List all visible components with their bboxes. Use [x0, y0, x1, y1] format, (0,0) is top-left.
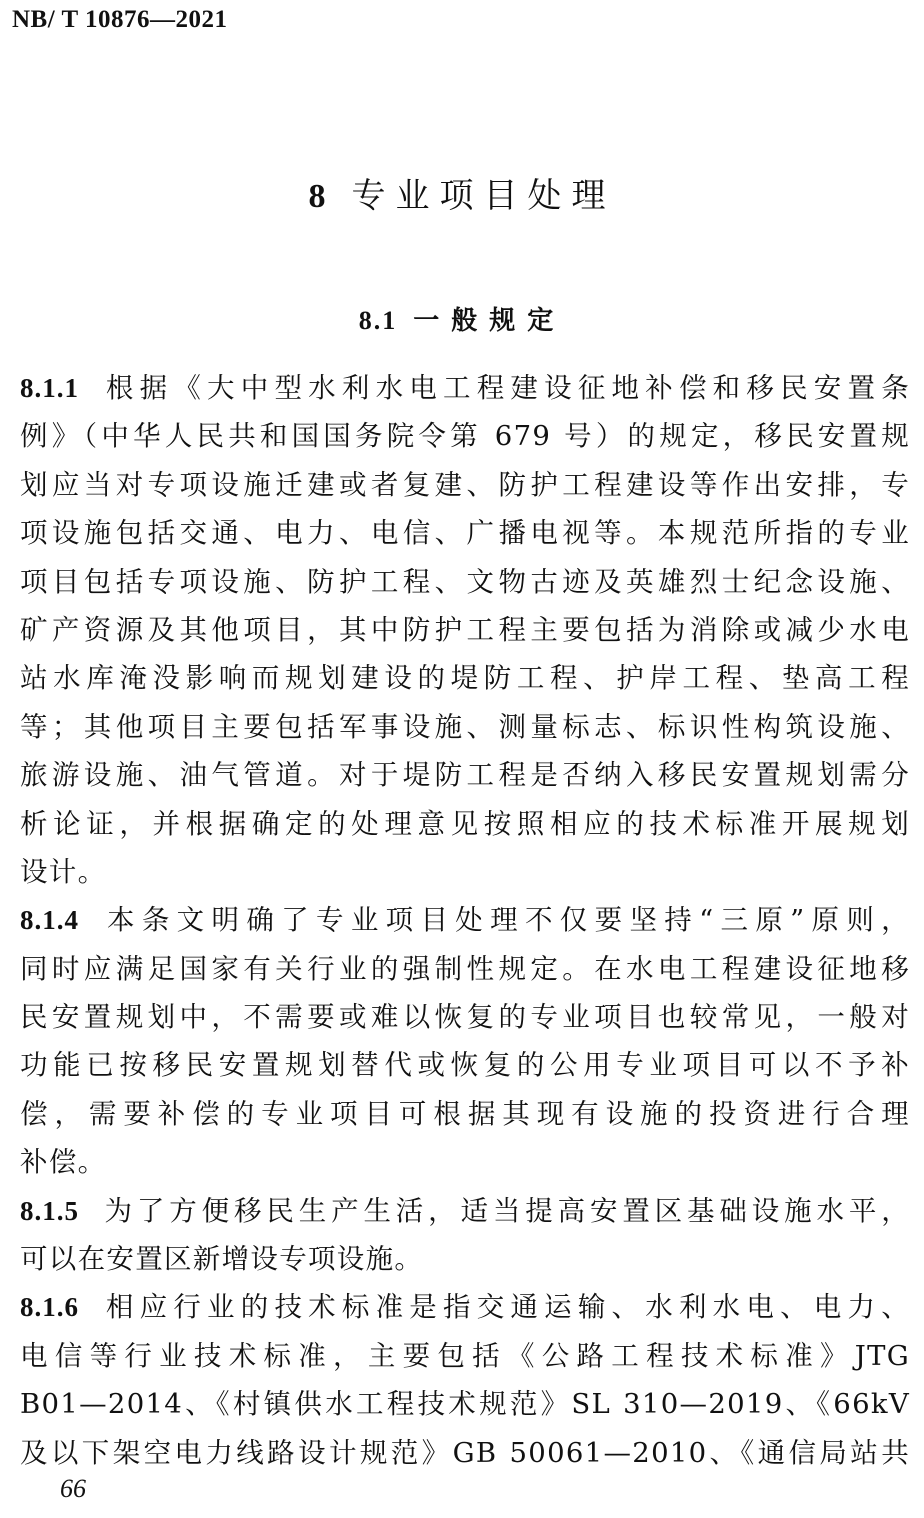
clause-line: 8.1.1 根据《大中型水利水电工程建设征地补偿和移民安置条 — [20, 372, 910, 404]
clause-line: 8.1.4 本条文明确了专业项目处理不仅要坚持“三原”原则， — [20, 904, 910, 937]
section-heading — [0, 300, 924, 337]
body-text — [20, 364, 910, 1477]
clause-line: 8.1.5 为了方便移民生产生活，适当提高安置区基础设施水平， — [20, 1194, 910, 1227]
clause-line: 设计。 — [20, 855, 107, 888]
clause-line: 旅游设施、油气管道。对于堤防工程是否纳入移民安置规划需分 — [20, 759, 910, 792]
clause-line: 电信等行业技术标准，主要包括《公路工程技术标准》JTG — [20, 1339, 910, 1372]
clause-line: 站水库淹没影响而规划建设的堤防工程、护岸工程、垫高工程 — [20, 662, 910, 695]
clause-line: 等；其他项目主要包括军事设施、测量标志、标识性构筑设施、 — [20, 710, 910, 743]
clause-line: 例》（中华人民共和国国务院令第 679 号）的规定，移民安置规 — [20, 420, 910, 453]
standard-code-header: NB/ T 10876—2021 — [12, 6, 228, 33]
clause-line: 可以在安置区新增设专项设施。 — [20, 1243, 424, 1276]
clause-line: 同时应满足国家有关行业的强制性规定。在水电工程建设征地移 — [20, 952, 910, 985]
page-number: 66 — [60, 1474, 86, 1503]
clause-line: 析论证，并根据确定的处理意见按照相应的技术标准开展规划 — [20, 807, 910, 840]
chapter-title: 专业项目处理 — [351, 176, 616, 216]
clause-number: 8.1.5 — [20, 1195, 79, 1226]
clause-line: 项目包括专项设施、防护工程、文物古迹及英雄烈士纪念设施、 — [20, 565, 910, 598]
clause-line: 项设施包括交通、电力、电信、广播电视等。本规范所指的专业 — [20, 517, 910, 550]
clause-line: 8.1.6 相应行业的技术标准是指交通运输、水利水电、电力、 — [20, 1291, 910, 1324]
clause-line: 划应当对专项设施迁建或者复建、防护工程建设等作出安排，专 — [20, 468, 910, 501]
clause-line: 矿产资源及其他项目，其中防护工程主要包括为消除或减少水电 — [20, 613, 910, 646]
section-number: 8.1 — [358, 306, 398, 335]
clause-number: 8.1.6 — [20, 1292, 79, 1323]
clause-number: 8.1.1 — [20, 373, 79, 403]
section-title: 一般规定 — [413, 306, 566, 336]
chapter-number: 8 — [308, 178, 326, 215]
clause-line: B01—2014、《村镇供水工程技术规范》SL 310—2019、《66kV — [20, 1388, 910, 1421]
clause-line: 补偿。 — [20, 1146, 107, 1179]
clause-line: 功能已按移民安置规划替代或恢复的公用专业项目可以不予补 — [20, 1049, 910, 1082]
clause-line: 偿，需要补偿的专业项目可根据其现有设施的投资进行合理 — [20, 1097, 910, 1130]
clause-line: 民安置规划中，不需要或难以恢复的专业项目也较常见，一般对 — [20, 1001, 910, 1034]
clause-line: 及以下架空电力线路设计规范》GB 50061—2010、《通信局站共 — [20, 1436, 910, 1469]
clause-number: 8.1.4 — [20, 905, 79, 936]
chapter-heading — [0, 168, 924, 217]
